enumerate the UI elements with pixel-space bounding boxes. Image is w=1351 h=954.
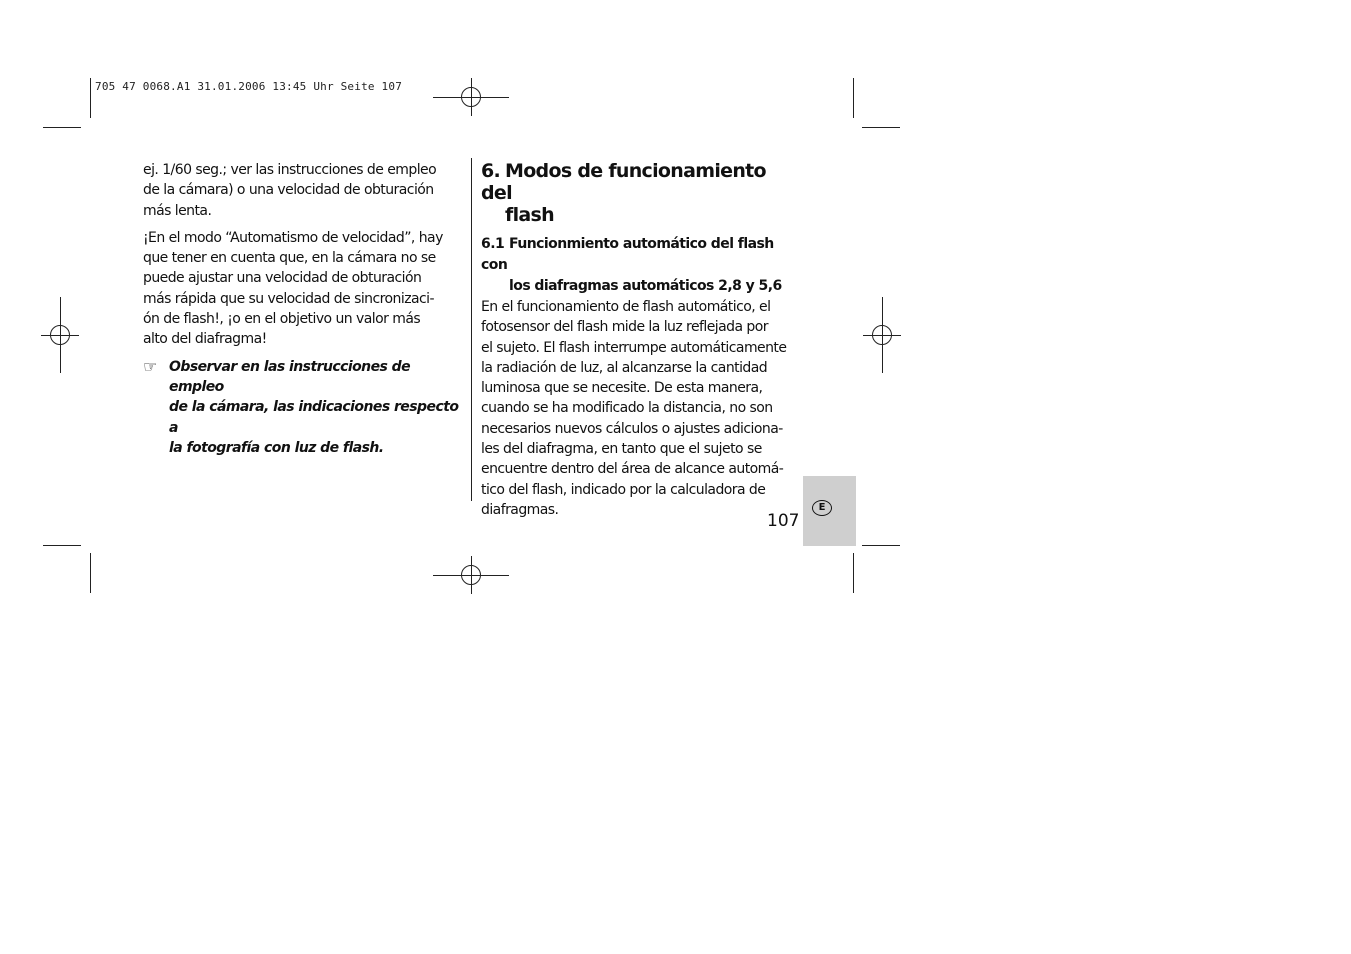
text-line: necesarios nuevos cálculos o ajustes adiciona-: [481, 420, 783, 437]
text-line: la fotografía con luz de flash.: [169, 439, 384, 456]
text-line: los diafragmas automáticos 2,8 y 5,6: [509, 278, 782, 294]
print-slug-line: 705 47 0068.A1 31.01.2006 13:45 Uhr Seite 107: [95, 80, 403, 93]
right-column: [481, 160, 801, 520]
text-line: Funcionmiento automático del flash con: [481, 236, 774, 273]
crop-mark: [90, 78, 91, 118]
text-line: que tener en cuenta que, en la cámara no se: [143, 250, 436, 267]
crop-mark: [862, 545, 900, 546]
text-line: Observar en las instrucciones de empleo: [169, 358, 411, 395]
text-line: les del diafragma, en tanto que el sujeto se: [481, 441, 762, 458]
subsection-heading: [481, 234, 801, 297]
text-line: En el funcionamiento de flash automático, el: [481, 299, 771, 315]
note: [143, 357, 469, 458]
heading-number: 6.: [481, 160, 501, 182]
left-column: [143, 160, 469, 458]
column-divider: [471, 158, 472, 501]
crop-mark: [43, 127, 81, 128]
paragraph: [481, 297, 801, 520]
crop-mark: [862, 127, 900, 128]
text-line: de la cámara) o una velocidad de obturación: [143, 182, 434, 199]
text-line: la radiación de luz, al alcanzarse la cantidad: [481, 359, 768, 376]
text-line: alto del diafragma!: [143, 331, 267, 348]
crop-mark: [853, 553, 854, 593]
text-line: de la cámara, las indicaciones respecto a: [169, 399, 459, 436]
text-line: encuentre dentro del área de alcance automá-: [481, 461, 784, 478]
paragraph: [143, 228, 469, 350]
language-badge: E: [812, 500, 832, 516]
text-line: ón de flash!, ¡o en el objetivo un valor más: [143, 311, 421, 328]
text-line: el sujeto. El flash interrumpe automáticamente: [481, 339, 787, 356]
heading-number: 6.1: [481, 236, 505, 252]
text-line: diafragmas.: [481, 501, 559, 518]
text-line: fotosensor del flash mide la luz reflejada por: [481, 319, 768, 336]
text-line: luminosa que se necesite. De esta manera,: [481, 380, 763, 397]
text-line: Modos de funcionamiento del: [481, 160, 766, 204]
pointing-hand-icon: ☞: [143, 356, 157, 376]
text-line: más rápida que su velocidad de sincronizaci-: [143, 290, 435, 307]
section-heading: [481, 160, 801, 226]
crop-mark: [853, 78, 854, 118]
text-line: puede ajustar una velocidad de obturación: [143, 270, 422, 287]
paragraph: [143, 160, 469, 221]
text-line: cuando se ha modificado la distancia, no son: [481, 400, 773, 417]
text-line: más lenta.: [143, 202, 212, 219]
text-line: tico del flash, indicado por la calculadora de: [481, 481, 766, 498]
page-number: 107: [767, 511, 800, 531]
text-line: flash: [505, 204, 554, 226]
crop-mark: [90, 553, 91, 593]
crop-mark: [43, 545, 81, 546]
text-line: ¡En el modo “Automatismo de velocidad”, hay: [143, 229, 443, 246]
text-line: ej. 1/60 seg.; ver las instrucciones de empleo: [143, 162, 437, 178]
